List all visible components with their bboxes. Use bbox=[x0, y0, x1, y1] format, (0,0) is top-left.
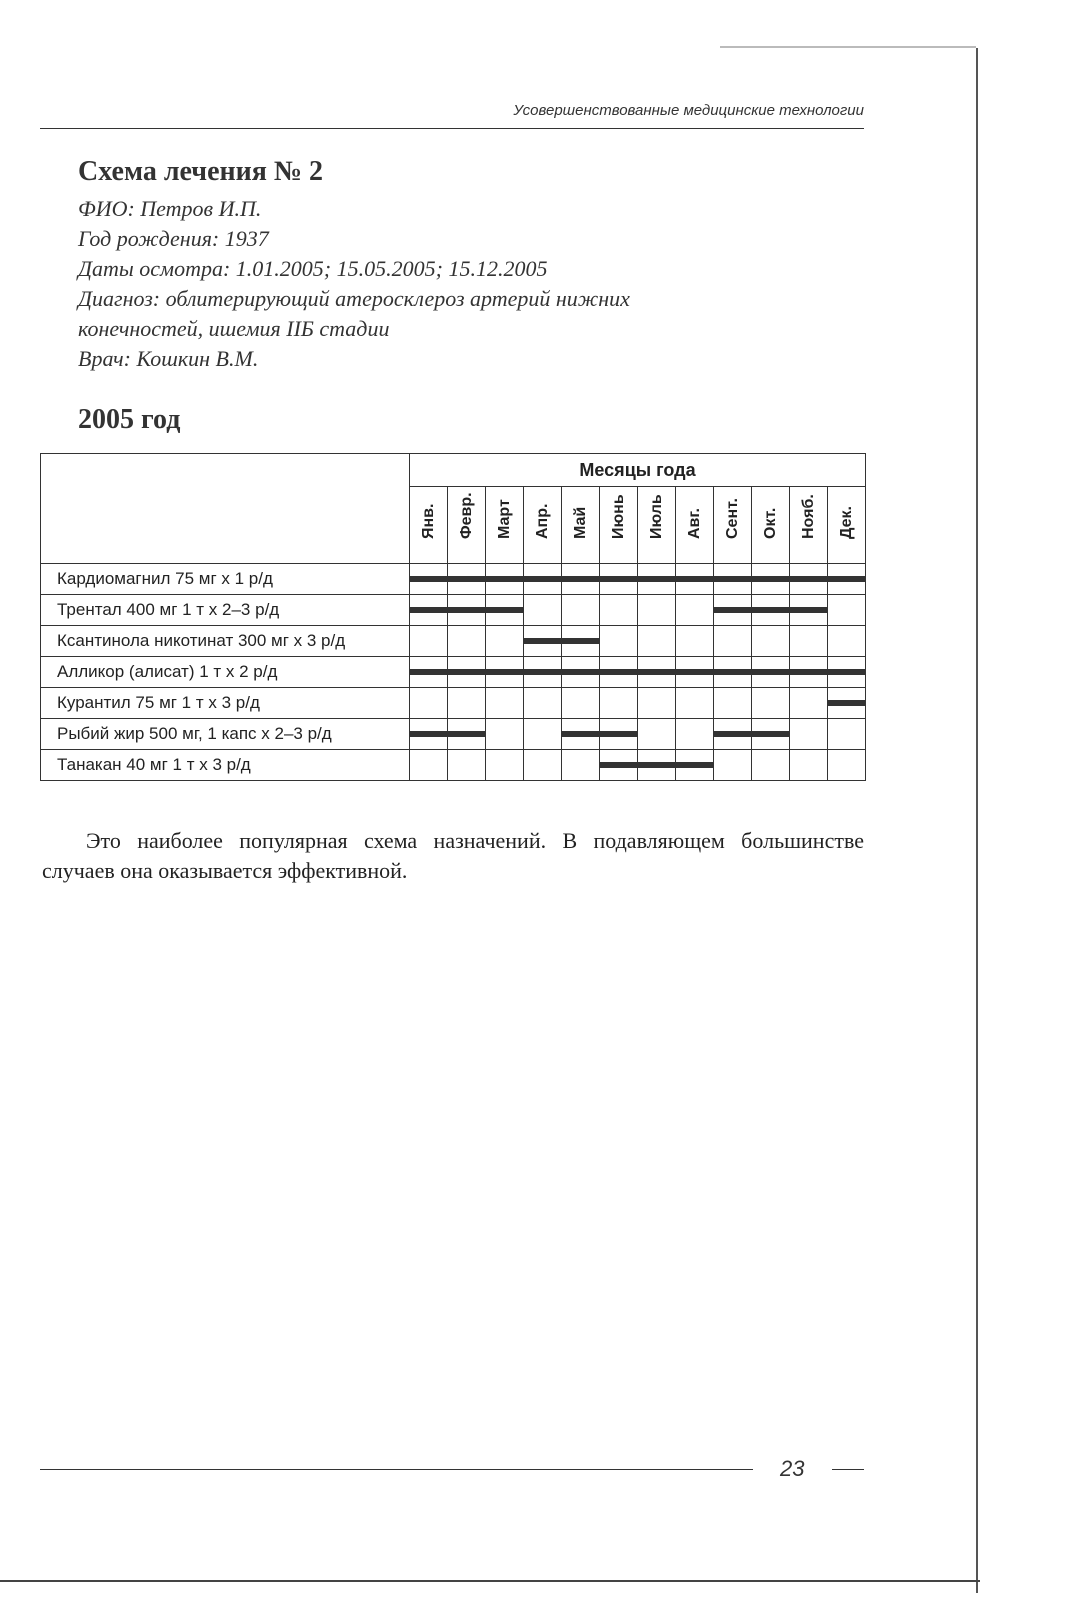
month-cell bbox=[790, 595, 828, 626]
month-label: Февр. bbox=[457, 492, 475, 539]
table-row bbox=[41, 657, 866, 688]
patient-name: ФИО: Петров И.П. bbox=[78, 196, 262, 221]
month-cell bbox=[790, 750, 828, 781]
month-cell bbox=[752, 564, 790, 595]
diagnosis-line-2: конечностей, ишемия IIБ стадии bbox=[78, 316, 390, 341]
treatment-bar bbox=[827, 669, 866, 675]
month-cell bbox=[676, 564, 714, 595]
footer-dash bbox=[832, 1469, 864, 1470]
month-header bbox=[828, 487, 866, 564]
month-header bbox=[638, 487, 676, 564]
month-label: Июнь bbox=[609, 494, 627, 539]
treatment-bar bbox=[675, 762, 714, 768]
month-cell bbox=[828, 688, 866, 719]
treatment-bar bbox=[713, 731, 752, 737]
month-cell bbox=[486, 626, 524, 657]
month-cell bbox=[676, 626, 714, 657]
month-cell bbox=[828, 657, 866, 688]
month-cell bbox=[600, 626, 638, 657]
month-cell bbox=[486, 657, 524, 688]
month-cell bbox=[448, 719, 486, 750]
treatment-bar bbox=[751, 731, 790, 737]
treatment-bar bbox=[789, 669, 828, 675]
treatment-bar bbox=[561, 731, 600, 737]
header-rule bbox=[40, 128, 864, 129]
month-cell bbox=[600, 750, 638, 781]
month-cell bbox=[410, 657, 448, 688]
month-cell bbox=[714, 564, 752, 595]
treatment-bar bbox=[561, 638, 600, 644]
month-label: Сент. bbox=[723, 498, 741, 539]
month-cell bbox=[638, 750, 676, 781]
month-cell bbox=[600, 595, 638, 626]
month-cell bbox=[752, 719, 790, 750]
month-cell bbox=[486, 750, 524, 781]
table-row bbox=[41, 719, 866, 750]
exam-dates: Даты осмотра: 1.01.2005; 15.05.2005; 15.12.2005 bbox=[78, 256, 548, 281]
month-cell bbox=[410, 626, 448, 657]
treatment-bar bbox=[713, 576, 752, 582]
treatment-bar bbox=[827, 576, 866, 582]
treatment-bar bbox=[523, 638, 562, 644]
month-cell bbox=[524, 719, 562, 750]
table-row bbox=[41, 750, 866, 781]
month-cell bbox=[410, 719, 448, 750]
month-header bbox=[486, 487, 524, 564]
treatment-bar bbox=[523, 576, 562, 582]
month-header bbox=[714, 487, 752, 564]
year-heading: 2005 год bbox=[78, 404, 181, 435]
drug-name: Танакан 40 мг 1 т х 3 р/д bbox=[41, 750, 410, 781]
months-title: Месяцы года bbox=[410, 454, 866, 487]
page-number: 23 bbox=[780, 1456, 805, 1481]
month-cell bbox=[638, 595, 676, 626]
treatment-bar bbox=[637, 669, 676, 675]
month-cell bbox=[714, 750, 752, 781]
treatment-bar bbox=[637, 576, 676, 582]
month-cell bbox=[828, 719, 866, 750]
treatment-bar bbox=[561, 669, 600, 675]
page-edge-top bbox=[720, 46, 976, 48]
month-cell bbox=[562, 657, 600, 688]
treatment-bar bbox=[561, 576, 600, 582]
month-label: Янв. bbox=[419, 503, 437, 539]
treatment-bar bbox=[599, 731, 638, 737]
drug-name: Алликор (алисат) 1 т х 2 р/д bbox=[41, 657, 410, 688]
month-cell bbox=[600, 688, 638, 719]
month-cell bbox=[562, 688, 600, 719]
month-cell bbox=[638, 626, 676, 657]
month-cell bbox=[524, 657, 562, 688]
month-cell bbox=[638, 564, 676, 595]
month-cell bbox=[828, 626, 866, 657]
month-cell bbox=[676, 657, 714, 688]
month-cell bbox=[676, 595, 714, 626]
month-cell bbox=[752, 626, 790, 657]
treatment-bar bbox=[409, 576, 448, 582]
month-cell bbox=[600, 657, 638, 688]
treatment-bar bbox=[751, 669, 790, 675]
drug-name: Трентал 400 мг 1 т х 2–3 р/д bbox=[41, 595, 410, 626]
month-header bbox=[410, 487, 448, 564]
month-cell bbox=[410, 564, 448, 595]
month-cell bbox=[524, 688, 562, 719]
month-cell bbox=[448, 564, 486, 595]
table-row bbox=[41, 595, 866, 626]
treatment-bar bbox=[485, 576, 524, 582]
diagnosis-line-1: Диагноз: облитерирующий атеросклероз артерий нижних bbox=[78, 286, 630, 311]
month-cell bbox=[410, 750, 448, 781]
month-header bbox=[676, 487, 714, 564]
month-header bbox=[448, 487, 486, 564]
month-cell bbox=[524, 626, 562, 657]
treatment-bar bbox=[675, 669, 714, 675]
month-cell bbox=[828, 564, 866, 595]
month-label: Окт. bbox=[761, 507, 779, 539]
month-cell bbox=[448, 595, 486, 626]
treatment-bar bbox=[713, 607, 752, 613]
month-header bbox=[752, 487, 790, 564]
month-cell bbox=[790, 719, 828, 750]
treatment-bar bbox=[751, 576, 790, 582]
month-cell bbox=[600, 564, 638, 595]
month-label: Май bbox=[571, 506, 589, 539]
month-cell bbox=[638, 719, 676, 750]
month-cell bbox=[410, 688, 448, 719]
table-row bbox=[41, 688, 866, 719]
running-head: Усовершенствованные медицинские технологии bbox=[513, 102, 864, 119]
month-cell bbox=[486, 688, 524, 719]
birth-year: Год рождения: 1937 bbox=[78, 226, 269, 251]
month-cell bbox=[638, 688, 676, 719]
month-cell bbox=[714, 688, 752, 719]
month-cell bbox=[638, 657, 676, 688]
month-header bbox=[600, 487, 638, 564]
month-cell bbox=[790, 688, 828, 719]
month-cell bbox=[410, 595, 448, 626]
month-label: Июль bbox=[647, 494, 665, 539]
table-row bbox=[41, 564, 866, 595]
drug-name: Кардиомагнил 75 мг х 1 р/д bbox=[41, 564, 410, 595]
month-cell bbox=[790, 564, 828, 595]
treatment-bar bbox=[599, 576, 638, 582]
month-label: Дек. bbox=[837, 506, 855, 539]
month-label: Нояб. bbox=[799, 494, 817, 539]
doctor-name: Врач: Кошкин В.М. bbox=[78, 346, 259, 371]
month-cell bbox=[524, 750, 562, 781]
table-row bbox=[41, 626, 866, 657]
page-edge bbox=[976, 48, 978, 1593]
month-cell bbox=[676, 750, 714, 781]
month-cell bbox=[562, 595, 600, 626]
drug-name: Ксантинола никотинат 300 мг х 3 р/д bbox=[41, 626, 410, 657]
month-cell bbox=[486, 564, 524, 595]
month-cell bbox=[790, 626, 828, 657]
treatment-bar bbox=[447, 607, 486, 613]
body-paragraph: Это наиболее популярная схема назначений. В подавляющем большинстве случаев она оказывается эффективной. bbox=[42, 828, 864, 883]
drug-name: Рыбий жир 500 мг, 1 капс х 2–3 р/д bbox=[41, 719, 410, 750]
month-label: Март bbox=[495, 499, 513, 539]
month-header bbox=[790, 487, 828, 564]
scheme-title: Схема лечения № 2 bbox=[78, 156, 324, 187]
month-cell bbox=[448, 750, 486, 781]
month-cell bbox=[600, 719, 638, 750]
month-cell bbox=[752, 750, 790, 781]
month-cell bbox=[752, 657, 790, 688]
month-header bbox=[562, 487, 600, 564]
month-cell bbox=[562, 626, 600, 657]
month-cell bbox=[752, 595, 790, 626]
treatment-bar bbox=[789, 576, 828, 582]
month-label: Авг. bbox=[685, 508, 703, 539]
treatment-bar bbox=[523, 669, 562, 675]
month-cell bbox=[448, 657, 486, 688]
treatment-bar bbox=[447, 731, 486, 737]
month-cell bbox=[714, 719, 752, 750]
month-cell bbox=[448, 688, 486, 719]
treatment-bar bbox=[751, 607, 790, 613]
treatment-bar bbox=[713, 669, 752, 675]
month-cell bbox=[714, 657, 752, 688]
month-cell bbox=[486, 595, 524, 626]
drug-name: Курантил 75 мг 1 т х 3 р/д bbox=[41, 688, 410, 719]
treatment-bar bbox=[637, 762, 676, 768]
month-cell bbox=[562, 750, 600, 781]
month-label: Апр. bbox=[533, 503, 551, 539]
month-cell bbox=[714, 595, 752, 626]
month-cell bbox=[562, 719, 600, 750]
treatment-bar bbox=[485, 669, 524, 675]
treatment-bar bbox=[827, 700, 866, 706]
table-corner-cell bbox=[41, 454, 410, 564]
month-cell bbox=[714, 626, 752, 657]
month-header bbox=[524, 487, 562, 564]
month-cell bbox=[524, 564, 562, 595]
month-cell bbox=[828, 595, 866, 626]
month-cell bbox=[448, 626, 486, 657]
drug-rows bbox=[41, 564, 866, 781]
treatment-bar bbox=[599, 669, 638, 675]
page-bottom-edge bbox=[0, 1580, 980, 1582]
month-cell bbox=[524, 595, 562, 626]
month-cell bbox=[790, 657, 828, 688]
treatment-bar bbox=[447, 669, 486, 675]
treatment-bar bbox=[409, 669, 448, 675]
treatment-bar bbox=[675, 576, 714, 582]
month-cell bbox=[676, 719, 714, 750]
treatment-schedule-table bbox=[40, 453, 866, 781]
treatment-bar bbox=[447, 576, 486, 582]
footer-rule bbox=[40, 1469, 753, 1470]
treatment-bar bbox=[409, 607, 448, 613]
month-cell bbox=[828, 750, 866, 781]
month-cell bbox=[752, 688, 790, 719]
patient-info bbox=[78, 194, 778, 374]
treatment-bar bbox=[599, 762, 638, 768]
month-cell bbox=[562, 564, 600, 595]
month-cell bbox=[486, 719, 524, 750]
treatment-bar bbox=[485, 607, 524, 613]
month-cell bbox=[676, 688, 714, 719]
treatment-bar bbox=[409, 731, 448, 737]
treatment-bar bbox=[789, 607, 828, 613]
